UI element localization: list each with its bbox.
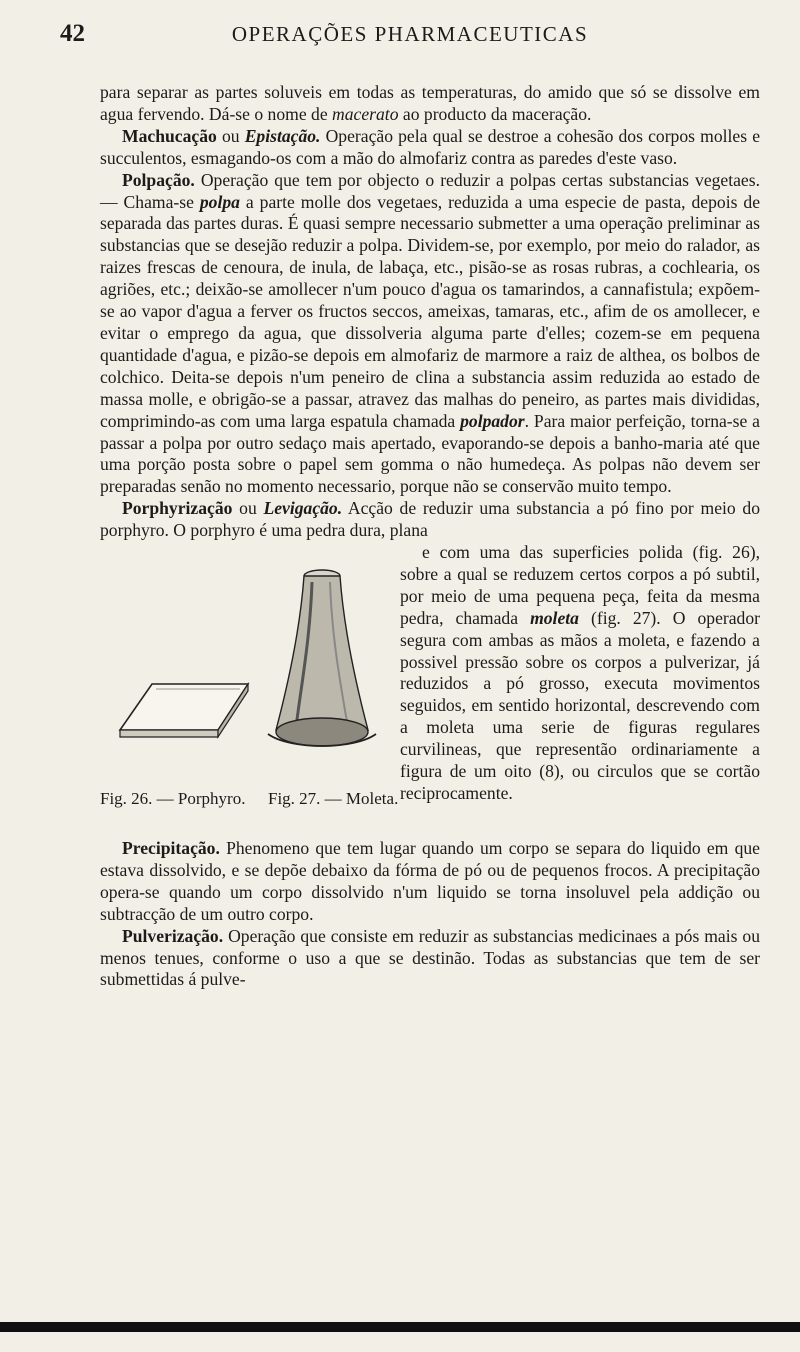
fig27-caption: Fig. 27. — Moleta. bbox=[268, 789, 399, 809]
machucacao-body: Operação pela qual se destroe a cohesão dos corpos molles e succulentos, esmagando-os com a mão do almofariz contra as paredes d'este vaso. bbox=[100, 125, 761, 168]
page-header bbox=[60, 20, 760, 54]
term-polpacao: Polpação. bbox=[122, 169, 195, 190]
bottom-rule bbox=[0, 1322, 800, 1332]
connector: ou bbox=[232, 498, 264, 519]
polpacao-italic-polpa: polpa bbox=[199, 191, 240, 212]
paragraph-polpacao bbox=[100, 170, 760, 499]
paragraph-precipitacao bbox=[100, 838, 760, 926]
term-epistacao: Epistação. bbox=[244, 125, 321, 146]
porphyrizacao-italic-moleta: moleta bbox=[530, 607, 579, 628]
paragraph-machucacao bbox=[100, 126, 760, 170]
pulverizacao-body: Operação que consiste em reduzir as substancias medicinaes a pós mais ou menos tenues, conforme o uso a que se destinão. Todas as substancias que tem de ser submettidas á pulve- bbox=[100, 925, 760, 990]
porphyrizacao-body-1: Acção de reduzir uma substancia a pó fino por meio do porphyro. O porphyro é uma pedra dura, plana bbox=[100, 498, 761, 541]
intro-text: para separar as partes soluveis em todas as temperaturas, do amido que só se dissolve em agua fervendo. Dá-se o nome de bbox=[100, 82, 760, 124]
figures-area bbox=[100, 542, 400, 838]
running-title: OPERAÇÕES PHARMACEUTICAS bbox=[231, 22, 589, 46]
term-levigacao: Levigação. bbox=[263, 498, 343, 519]
paragraph-intro bbox=[100, 82, 760, 126]
term-porphyrizacao: Porphyrização bbox=[122, 498, 233, 519]
polpacao-body-1: Operação que tem por objecto o reduzir a polpas certas substancias vegetaes. — Chama-se bbox=[100, 169, 760, 212]
polpacao-body-3: . Para maior perfeição, torna-se a passar a polpa por outro sedaço mais apertado, evaporando-se depois a banho-maria até que uma porção posta sobre o papel sem gomma o não humedeça. As polpas não devem ser preparadas senão no momento necessario, porque não se conservão muito tempo. bbox=[100, 410, 760, 497]
term-machucacao: Machucação bbox=[122, 125, 217, 146]
porphyro-figure bbox=[120, 684, 248, 737]
page-number: 42 bbox=[60, 20, 85, 47]
porphyrizacao-body-3: (fig. 27). O operador segura com ambas as mãos a moleta, e fazendo a possivel pressão sobre os corpos a pulverizar, já reduzidos a pó grosso, executa movimentos seguidos, em sentido horizontal, descrevendo com a moleta uma serie de figuras regulares curvilineas, que representão ordinariamente a figura de um oito (8), ou circulos que se cortão reciprocamente. bbox=[400, 607, 761, 803]
precipitacao-body: Phenomeno que tem lugar quando um corpo se separa do liquido em que estava dissolvido, e se depõe debaixo da fórma de pó ou de pequenos frocos. A precipitação opera-se quando um corpo dissolvido n'um liquido se torna insoluvel pela addição ou subtracção de um outro corpo. bbox=[100, 838, 760, 924]
fig26-caption: Fig. 26. — Porphyro. bbox=[100, 789, 246, 809]
body-text bbox=[100, 82, 760, 991]
porphyrizacao-body-2: e com uma das superficies polida (fig. 26), sobre a qual se reduzem certos corpos a pó subtil, por meio de uma pequena peça, feita da mesma pedra, chamada bbox=[400, 542, 760, 628]
connector: ou bbox=[216, 125, 245, 146]
term-pulverizacao: Pulverização. bbox=[122, 925, 224, 946]
paragraph-porphyrizacao-start bbox=[100, 498, 760, 542]
figure-wrap-block bbox=[100, 542, 760, 838]
moleta-figure bbox=[268, 570, 376, 746]
polpacao-body-2: a parte molle dos vegetaes, reduzida a uma especie de pasta, depois de separada das partes duras. É quasi sempre necessario submetter a uma operação preliminar as substancias que se desejão reduzir a polpa. Dividem-se, por exemplo, por meio do ralador, as raizes frescas de cenoura, de inula, de labaça, etc., pisão-se as rosas rubras, a cochlearia, os agriões, etc.; deixão-se amollecer n'um pouco d'agua os tamarindos, a cannafistula; expõem-se ao vapor d'agua a ferver os fructos seccos, ameixas, tamaras, etc., afim de os amollecer, e evitar o emprego da agua, que dissolveria alguma parte d'elles; cozem-se em pequena quantidade d'agua, e pizão-se depois em almofariz de marmore a raiz de althea, os bolbos de colchico. Deita-se depois n'um peneiro de clina a substancia assim reduzida ao estado de massa molle, e obrigão-se a passar, atravez das malhas do peneiro, as partes mais divididas, comprimindo-as com uma larga espatula chamada bbox=[100, 191, 760, 431]
intro-italic: macerato bbox=[332, 103, 399, 124]
paragraph-pulverizacao bbox=[100, 926, 760, 992]
intro-text-end: ao producto da maceração. bbox=[398, 103, 592, 124]
term-precipitacao: Precipitação. bbox=[122, 838, 220, 859]
porphyrizacao-wrap-text bbox=[400, 542, 760, 838]
polpacao-italic-polpador: polpador bbox=[460, 410, 525, 431]
